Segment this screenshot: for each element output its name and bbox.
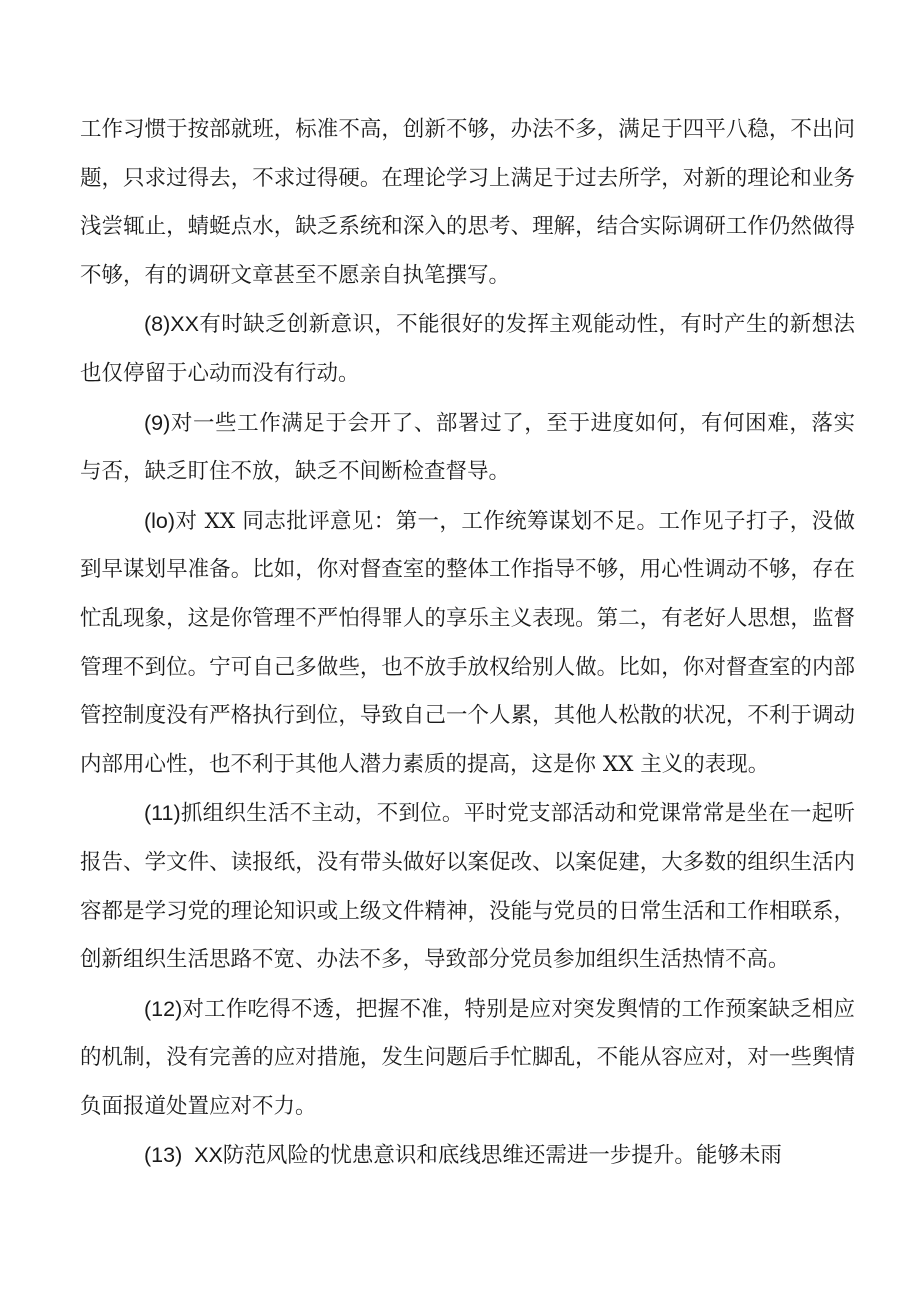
paragraph-text: 对工作吃得不透，把握不准，特别是应对突发舆情的工作预案缺乏相应的机制，没有完善的应对措施，发生问题后手忙脚乱，不能从容应对，对一些舆情负面报道处置应对不力。	[80, 996, 855, 1119]
paragraph-text: 防范风险的忧患意识和底线思维还需进一步提升。能够未雨	[222, 1143, 782, 1169]
paragraph-number: (12)	[144, 996, 183, 1021]
paragraph-number: (8)XX	[144, 312, 199, 337]
paragraph-text: 抓组织生活不主动，不到位。平时党支部活动和党课常常是坐在一起听报告、学文件、读报纸，没有带头做好以案促改、以案促建，大多数的组织生活内容都是学习党的理论知识或上级文件精神，没能与党员的日常生活和工作相联系，创新组织生活思路不宽、办法不多，导致部分党员参加组织生活热情不高。	[80, 801, 855, 973]
paragraph-11	[80, 789, 855, 984]
paragraph-number: (13) XX	[144, 1143, 223, 1168]
paragraph-13	[80, 1131, 855, 1181]
paragraph-12	[80, 985, 855, 1132]
paragraph-8	[80, 300, 855, 398]
paragraph-number: (11)	[144, 801, 181, 826]
paragraph-text: 对一些工作满足于会开了、部署过了，至于进度如何，有何困难，落实与否，缺乏盯住不放，缺乏不间断检查督导。	[80, 410, 855, 485]
document-body	[80, 106, 855, 1181]
paragraph-number: (lo)	[144, 508, 176, 533]
paragraph-10	[80, 497, 855, 790]
paragraph-number: (9)	[144, 410, 171, 435]
paragraph-text: 有时缺乏创新意识，不能很好的发挥主观能动性，有时产生的新想法也仅停留于心动而没有行动。	[80, 312, 855, 386]
paragraph-text: 对 XX 同志批评意见：第一，工作统筹谋划不足。工作见子打子，没做到早谋划早准备。比如，你对督查室的整体工作指导不够，用心性调动不够，存在忙乱现象，这是你管理不严怕得罪人的享乐主义表现。第二，有老好人思想，监督管理不到位。宁可自己多做些，也不放手放权给别人做。比如，你对督查室的内部管控制度没有严格执行到位，导致自己一个人累，其他人松散的状况，不利于调动内部用心性，也不利于其他人潜力素质的提高，这是你 XX 主义的表现。	[80, 508, 855, 777]
paragraph-9	[80, 399, 855, 497]
paragraph-continuation	[80, 106, 855, 300]
paragraph-text: 工作习惯于按部就班，标准不高，创新不够，办法不多，满足于四平八稳，不出问题，只求过得去，不求过得硬。在理论学习上满足于过去所学，对新的理论和业务浅尝辄止，蜻蜓点水，缺乏系统和深入的思考、理解，结合实际调研工作仍然做得不够，有的调研文章甚至不愿亲自执笔撰写。	[80, 117, 855, 288]
